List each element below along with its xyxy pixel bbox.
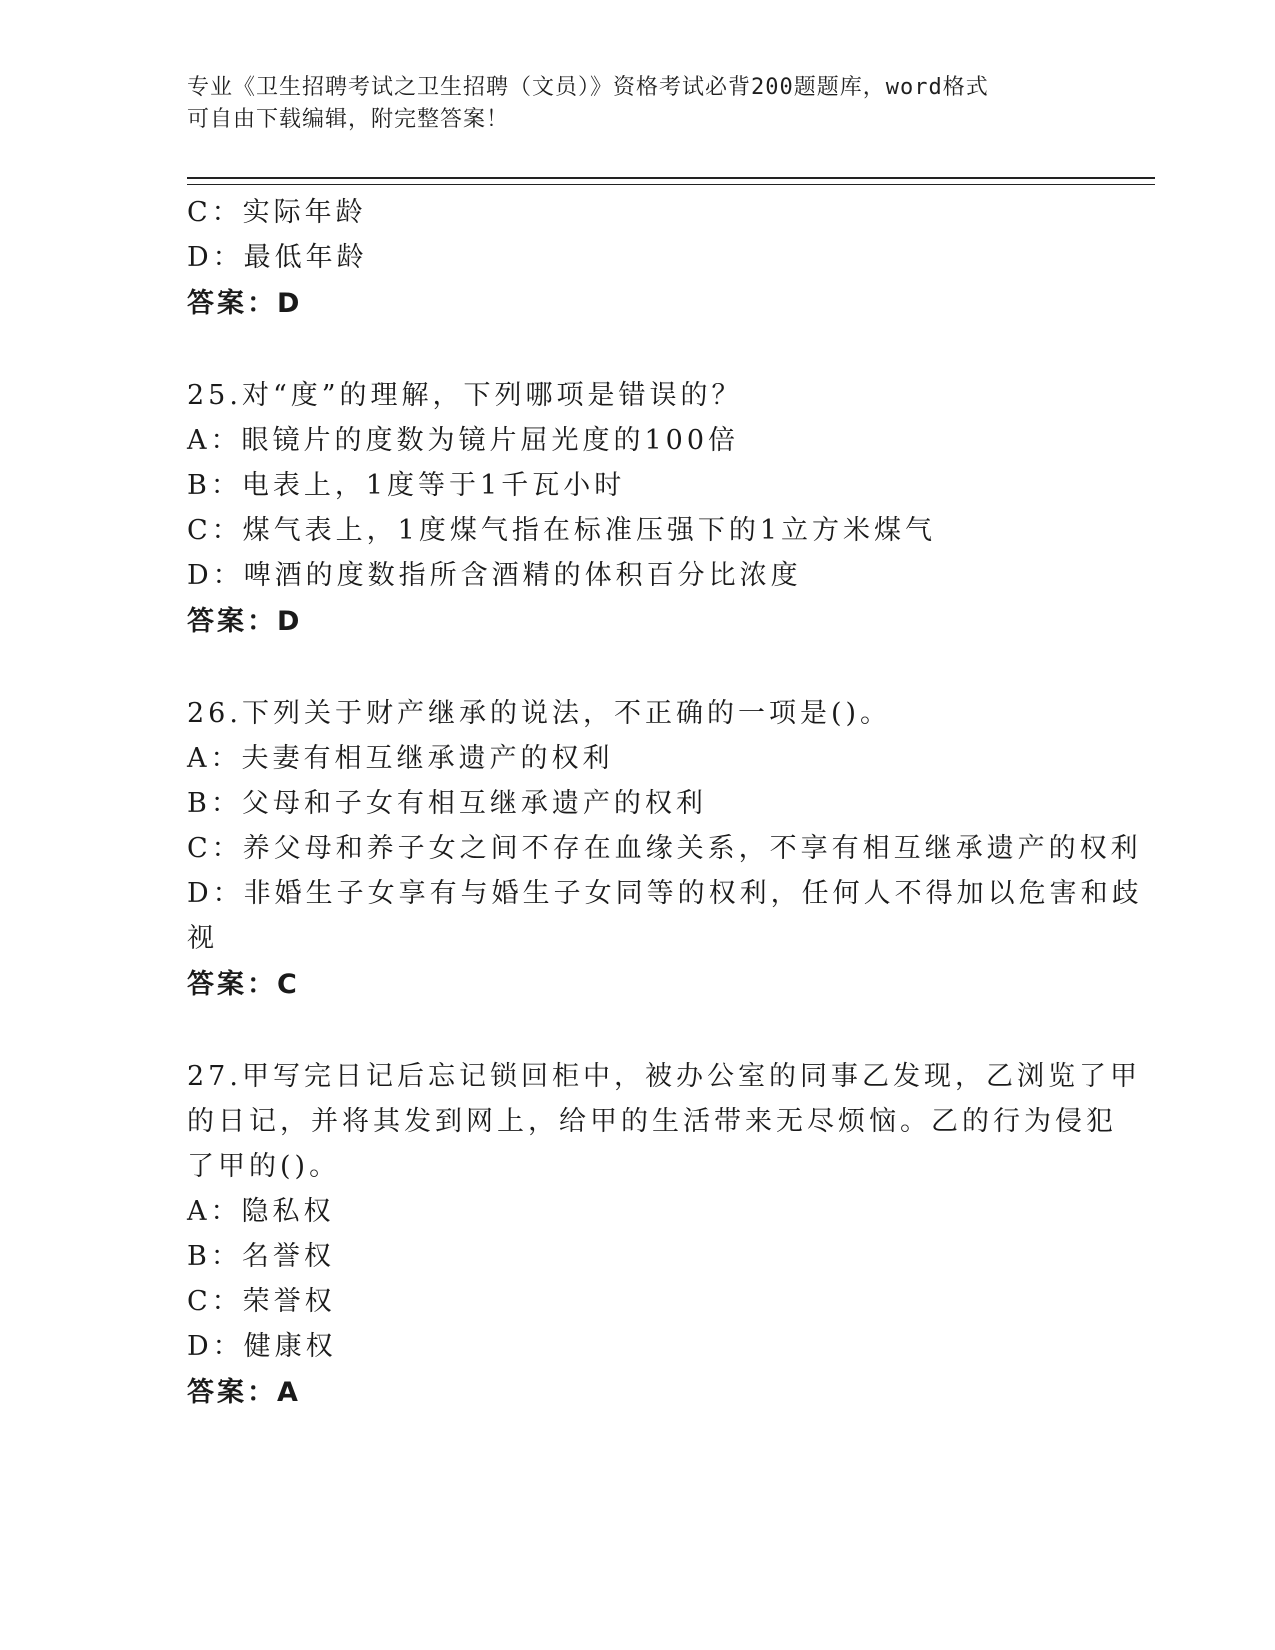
option-b: B：电表上，1度等于1千瓦小时 (187, 470, 626, 501)
option-c: C：实际年龄 (187, 197, 367, 228)
question-spacer (187, 1008, 1087, 1054)
option-a: A：眼镜片的度数为镜片屈光度的100倍 (187, 425, 740, 456)
question-spacer (187, 327, 1087, 373)
option-d: D：啤酒的度数指所含酒精的体积百分比浓度 (187, 560, 802, 591)
answer-line: 答案：D (187, 288, 303, 319)
option-c: C：养父母和养子女之间不存在血缘关系，不享有相互继承遗产的权利 (187, 833, 1142, 864)
question-block-26 (187, 691, 1143, 1008)
question-stem: 26.下列关于财产继承的说法，不正确的一项是()。 (187, 698, 892, 729)
page-header (187, 72, 1067, 136)
question-stem: 25.对“度”的理解，下列哪项是错误的？ (187, 380, 743, 411)
answer-line: 答案：A (187, 1377, 301, 1408)
question-spacer (187, 645, 1087, 691)
answer-line: 答案：C (187, 969, 300, 1000)
option-a: A：隐私权 (187, 1196, 335, 1227)
header-title-line-2: 可自由下载编辑，附完整答案！ (187, 107, 510, 132)
header-title-line-1: 专业《卫生招聘考试之卫生招聘（文员）》资格考试必背200题题库，word格式 (187, 75, 989, 100)
header-divider (187, 177, 1155, 185)
question-stem: 27.甲写完日记后忘记锁回柜中，被办公室的同事乙发现，乙浏览了甲 (187, 1061, 1141, 1092)
option-c: C：煤气表上，1度煤气指在标准压强下的1立方米煤气 (187, 515, 937, 546)
answer-line: 答案：D (187, 606, 303, 637)
question-stem-continued: 的日记，并将其发到网上，给甲的生活带来无尽烦恼。乙的行为侵犯 (187, 1106, 1117, 1137)
question-content (187, 190, 1143, 1416)
option-b: B：父母和子女有相互继承遗产的权利 (187, 788, 707, 819)
option-b: B：名誉权 (187, 1241, 335, 1272)
option-c: C：荣誉权 (187, 1286, 336, 1317)
question-block-25 (187, 373, 1087, 645)
option-d: D：健康权 (187, 1331, 337, 1362)
option-d: D：非婚生子女享有与婚生子女同等的权利，任何人不得加以危害和歧 (187, 878, 1143, 909)
option-d: D：最低年龄 (187, 242, 368, 273)
question-block-27 (187, 1054, 1141, 1416)
option-a: A：夫妻有相互继承遗产的权利 (187, 743, 614, 774)
question-stem-continued: 了甲的()。 (187, 1151, 341, 1182)
option-d-continued: 视 (187, 923, 218, 954)
